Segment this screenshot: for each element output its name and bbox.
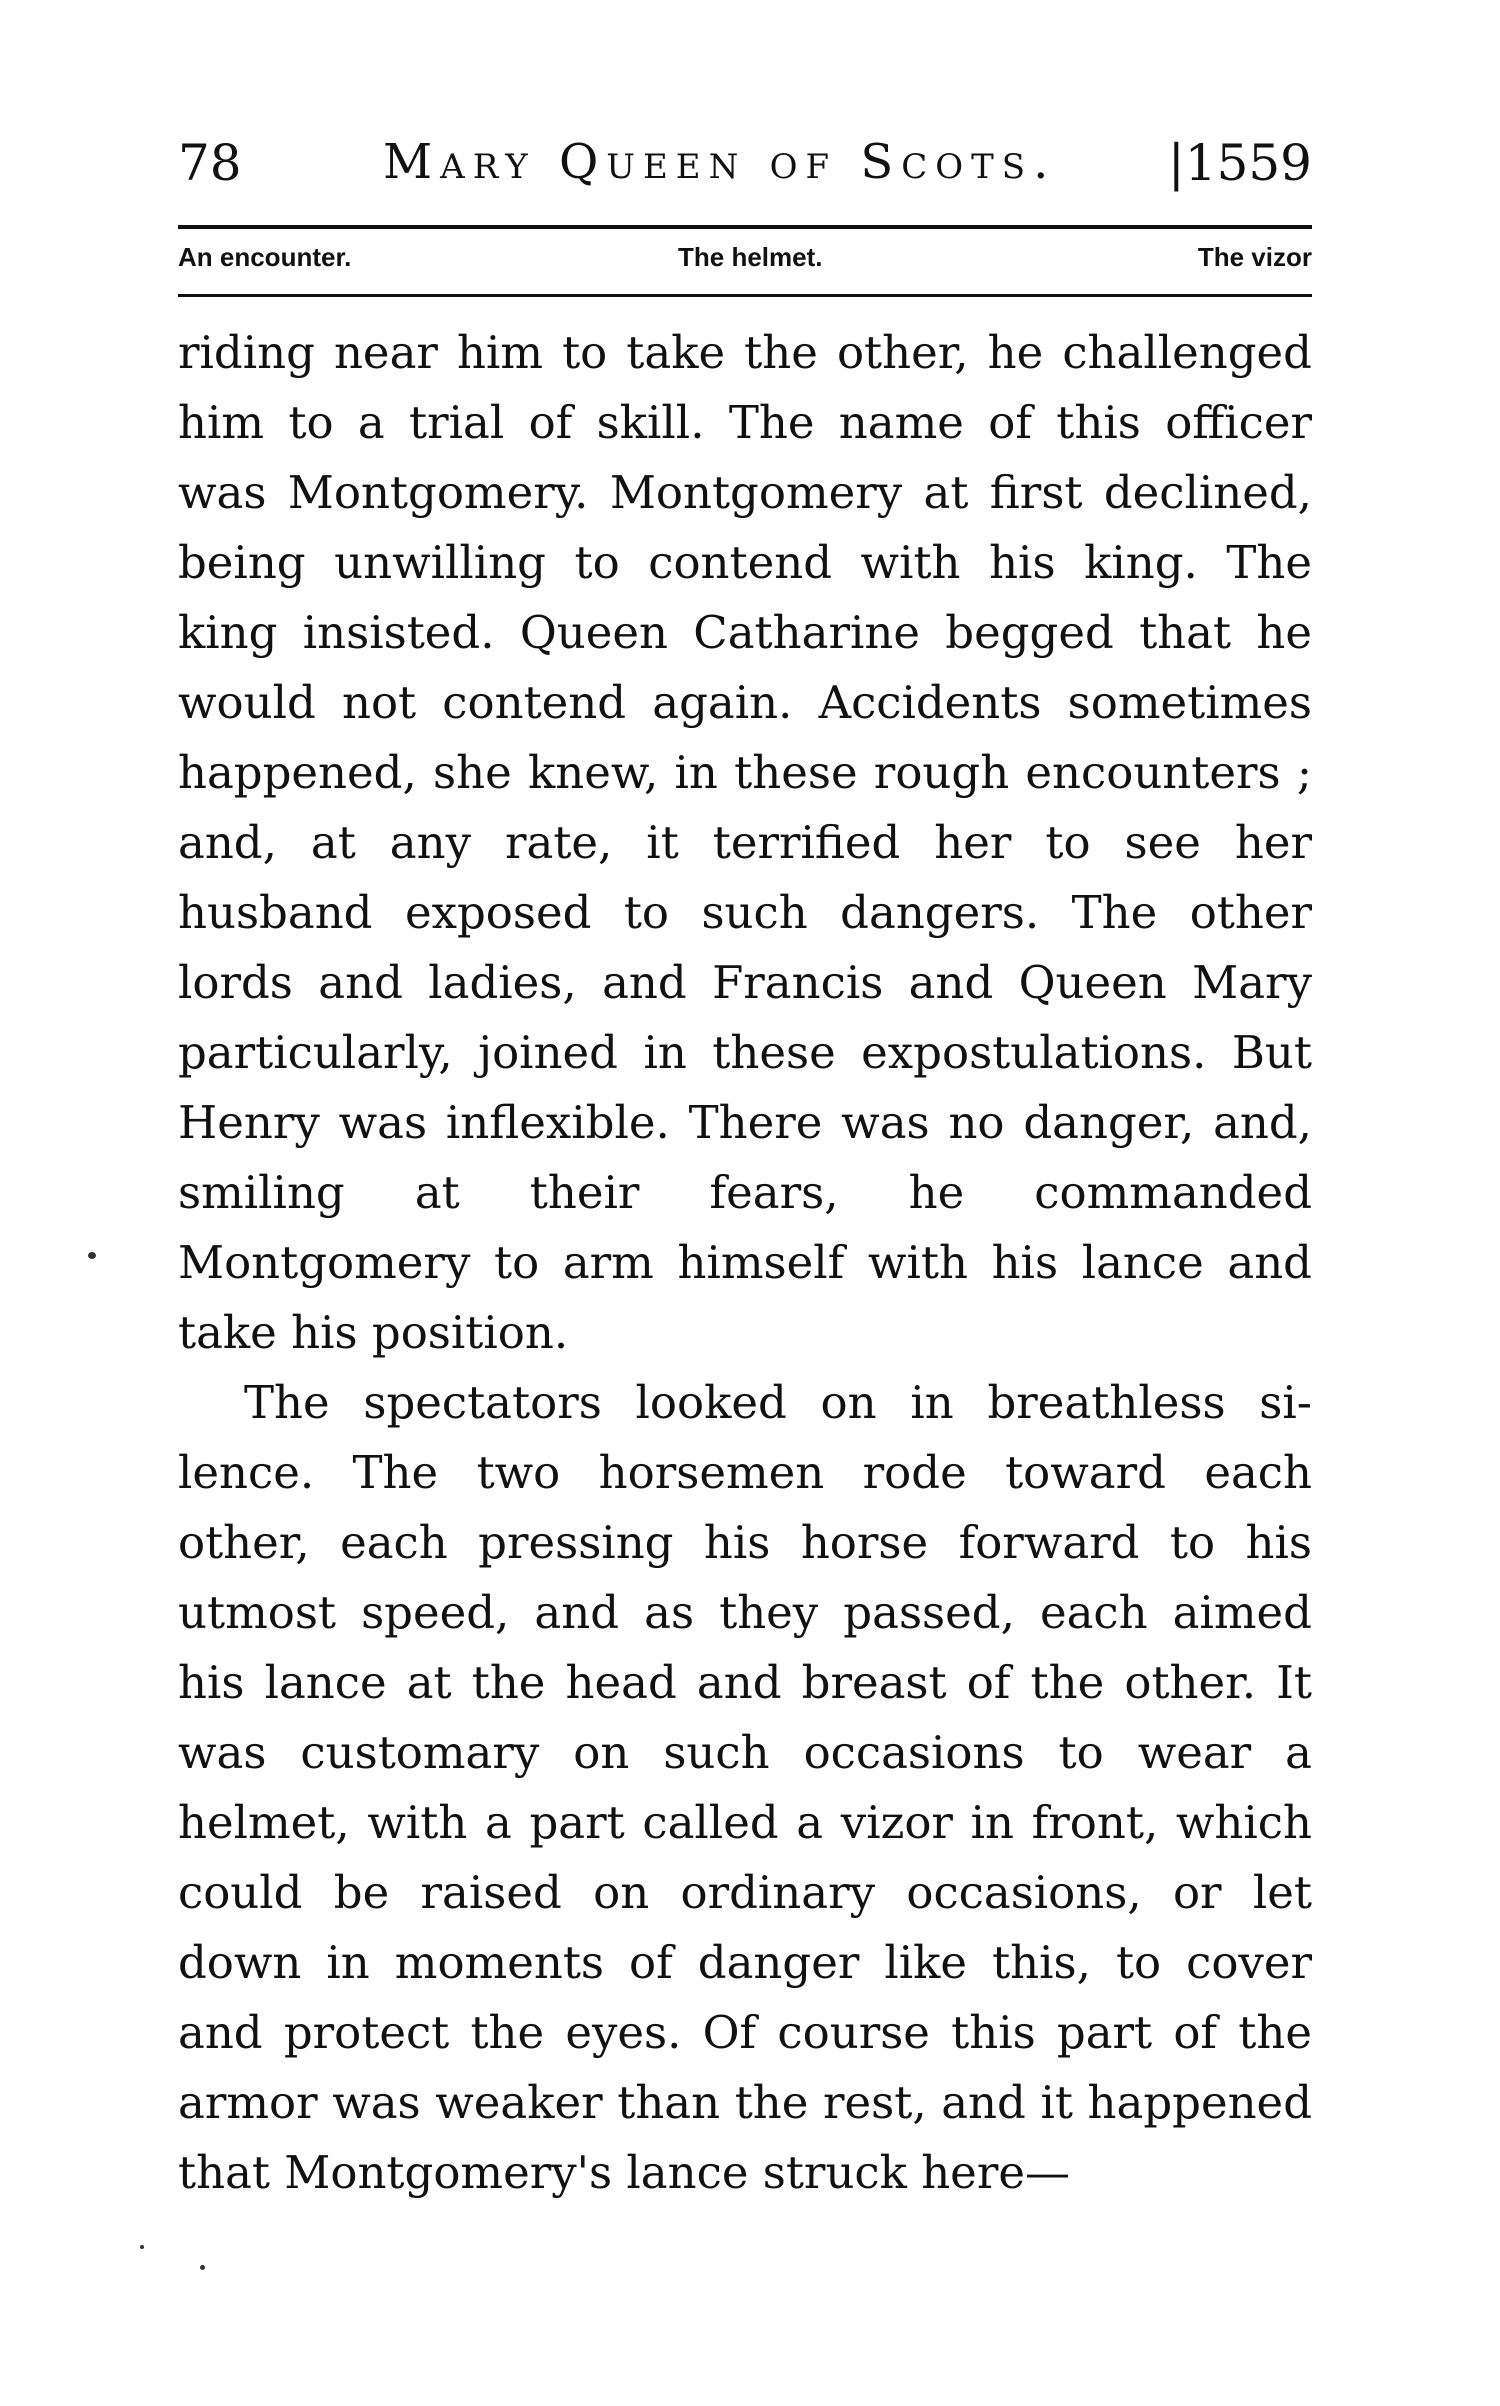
- book-title: Mary Queen of Scots.: [383, 134, 1057, 190]
- side-note-center: The helmet.: [678, 242, 823, 272]
- margin-speck: [88, 1252, 96, 1259]
- header-rule-bottom: [178, 294, 1312, 297]
- side-notes: [178, 242, 1312, 282]
- paragraph-1: riding near him to take the other, he challenged him to a trial of skill. The name of this officer was Montgomery. Montgomery at first declined, being unwilling to contend with his king. The king insisted. Queen Catharine begged that he would not contend again. Accidents sometimes happened, she knew, in these rough encounters ; and, at any rate, it terrified her to see her husband exposed to such dangers. The other lords and ladies, and Francis and Queen Mary particularly, joined in these expostulations. But Henry was inflexible. There was no danger, and, smiling at their fears, he commanded Montgomery to arm himself with his lance and take his position.: [178, 326, 1312, 1359]
- body-text: [178, 318, 1312, 2208]
- paragraph-2: The spectators looked on in breathless silence. The two horsemen rode toward each other, each pressing his horse forward to his utmost speed, and as they passed, each aimed his lance at the head and breast of the other. It was customary on such occasions to wear a helmet, with a part called a vizor in front, which could be raised on ordinary occasions, or let down in moments of danger like this, to cover and protect the eyes. Of course this part of the armor was weaker than the rest, and it happened that Montgomery's lance struck here—: [178, 1376, 1312, 2199]
- header-year: |1559: [1167, 134, 1312, 192]
- header-rule-top: [178, 225, 1312, 229]
- bottom-speck: [140, 2245, 144, 2249]
- side-note-left: An encounter.: [178, 242, 352, 272]
- running-head: [178, 128, 1312, 208]
- bottom-speck: [200, 2265, 205, 2270]
- page-number: 78: [178, 134, 242, 192]
- side-note-right: The vizor: [1197, 242, 1312, 272]
